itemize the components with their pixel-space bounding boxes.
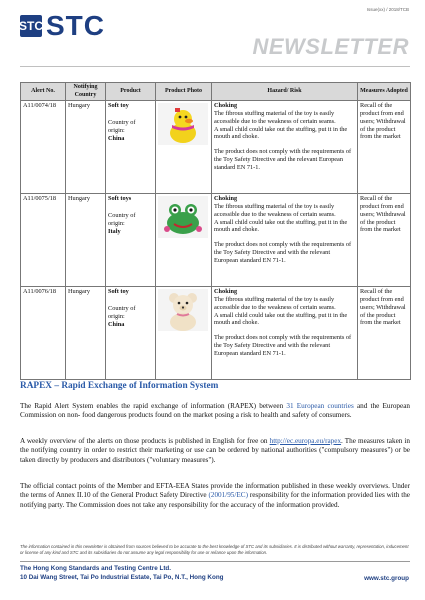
header-alert-no: Alert No. <box>21 83 66 101</box>
european-countries-link[interactable]: 31 European countries <box>286 402 354 410</box>
product-photo-cell <box>156 287 212 380</box>
rapex-contacts-text: The official contact points of the Member and EFTA-EEA States provide the information published in these weekly overviews. Under the terms of Annex II.10 of the General Product Safety Directive <box>20 482 410 500</box>
stc-logo <box>19 10 105 41</box>
rapex-paragraph-contacts <box>20 482 410 510</box>
page-header <box>0 0 425 66</box>
company-info <box>20 565 224 582</box>
alert-number: A11/0076/18 <box>21 287 66 380</box>
rapex-intro-text: The Rapid Alert System enables the rapid exchange of information (RAPEX) between <box>20 402 287 410</box>
hazard-compliance: The product does not comply with the requirements of the Toy Safety Directive and the relevant European standard EN 71-1. <box>214 148 352 172</box>
notifying-country: Hungary <box>66 287 106 380</box>
yellow-duck-toy-icon <box>158 103 208 145</box>
measures-adopted: Recall of the product from end users; Withdrawal of the product from the market <box>358 287 411 380</box>
teddy-bear-toy-icon <box>158 289 208 331</box>
hazard-title: Choking <box>214 288 238 295</box>
hazard-description: The fibrous stuffing material of the toy is easily accessible due to the weakness of certain seams. <box>214 109 336 125</box>
origin-label: Country of origin: <box>108 118 136 134</box>
table-row <box>21 287 411 380</box>
product-name: Soft toys <box>108 195 132 202</box>
hazard-description: The fibrous stuffing material of the toy is easily accessible due to the weakness of certain seams. <box>214 202 336 218</box>
measures-adopted: Recall of the product from end users; Withdrawal of the product from the market <box>358 194 411 287</box>
hazard-consequence: A small child could take out the stuffing, put it in the mouth and choke. <box>214 218 348 234</box>
product-cell <box>106 194 156 287</box>
stc-logo-mark: STC <box>20 15 42 37</box>
rapex-website-link[interactable]: http://ec.europa.eu/rapex <box>269 437 342 445</box>
hazard-cell <box>212 194 358 287</box>
header-product-photo: Product Photo <box>156 83 212 101</box>
product-photo-cell <box>156 101 212 194</box>
footer-divider <box>20 561 410 562</box>
header-divider <box>20 66 410 67</box>
table-header-row <box>21 83 411 101</box>
notifying-country: Hungary <box>66 101 106 194</box>
hazard-compliance: The product does not comply with the requirements of the Toy Safety Directive and with the relevant European standard EN 71-1. <box>214 334 352 358</box>
rapex-paragraph-overview <box>20 437 410 465</box>
header-product: Product <box>106 83 156 101</box>
origin-country: Italy <box>108 227 121 235</box>
hazard-consequence: A small child could take out the stuffing, put it in the mouth and choke. <box>214 311 348 327</box>
rapex-intro-text-end: and the European Commission on non- food dangerous products found on the market posing a risk to health and safety of consumers. <box>20 402 411 420</box>
product-name: Soft toy <box>108 102 129 109</box>
header-hazard-risk: Hazard/ Risk <box>212 83 358 101</box>
origin-country: China <box>108 134 125 142</box>
hazard-description: The fibrous stuffing material of the toy is easily accessible due to the weakness of certain seams. <box>214 295 336 311</box>
table-row <box>21 101 411 194</box>
origin-label: Country of origin: <box>108 211 136 227</box>
table-row <box>21 194 411 287</box>
alerts-table <box>20 82 411 380</box>
hazard-cell <box>212 287 358 380</box>
header-measures-adopted: Measures Adopted <box>358 83 411 101</box>
hazard-compliance: The product does not comply with the requirements of the Toy Safety Directive and with the relevant European standard EN 71-1. <box>214 241 352 265</box>
disclaimer-text: The information contained in this newsletter is obtained from sources believed to be accurate to the best knowledge of STC and its subsidiaries. It is distributed without warranty, representation, inducement or license of any kind and STC and its subsidiaries do not assume any legal responsibility for use or reliance upon the information. <box>20 544 409 555</box>
company-name: The Hong Kong Standards and Testing Centre Ltd. <box>20 565 172 572</box>
rapex-overview-text-end: . The measures taken in the notifying country in order to restrict their marketing or use can be ordered by national authorities ("compulsory measures") or be taken directly by producers and distributors ("voluntary measures"). <box>20 437 410 464</box>
origin-label: Country of origin: <box>108 304 136 320</box>
origin-country: China <box>108 320 125 328</box>
newsletter-title: NEWSLETTER <box>252 34 409 59</box>
hazard-title: Choking <box>214 195 238 202</box>
rapex-paragraph-intro <box>20 402 410 421</box>
header-notifying-country: Notifying Country <box>66 83 106 101</box>
hazard-title: Choking <box>214 102 238 109</box>
hazard-cell <box>212 101 358 194</box>
product-cell <box>106 101 156 194</box>
alert-number: A11/0074/18 <box>21 101 66 194</box>
stc-logo-text: STC <box>46 10 105 41</box>
measures-adopted: Recall of the product from end users; Withdrawal of the product from the market <box>358 101 411 194</box>
green-frog-toy-icon <box>158 196 208 238</box>
website-link[interactable]: www.stc.group <box>364 575 409 582</box>
product-photo-cell <box>156 194 212 287</box>
product-name: Soft toy <box>108 288 129 295</box>
rapex-overview-text: A weekly overview of the alerts on those products is published in English for free on <box>20 437 270 445</box>
alert-number: A11/0075/18 <box>21 194 66 287</box>
issue-reference: Issue(xx) / 2018/TCB <box>366 7 409 12</box>
company-address: 10 Dai Wang Street, Tai Po Industrial Estate, Tai Po, N.T., Hong Kong <box>20 573 224 581</box>
gpsd-directive-link[interactable]: (2001/95/EC) <box>208 491 248 500</box>
hazard-consequence: A small child could take out the stuffing, put it in the mouth and choke. <box>214 125 348 141</box>
rapex-section-title: RAPEX – Rapid Exchange of Information System <box>20 381 219 391</box>
rapex-contacts-text-end: responsibility for the information provided lies with the notifying party. The Commission does not take any responsibility for the accuracy of the information provided. <box>20 491 410 509</box>
notifying-country: Hungary <box>66 194 106 287</box>
product-cell <box>106 287 156 380</box>
